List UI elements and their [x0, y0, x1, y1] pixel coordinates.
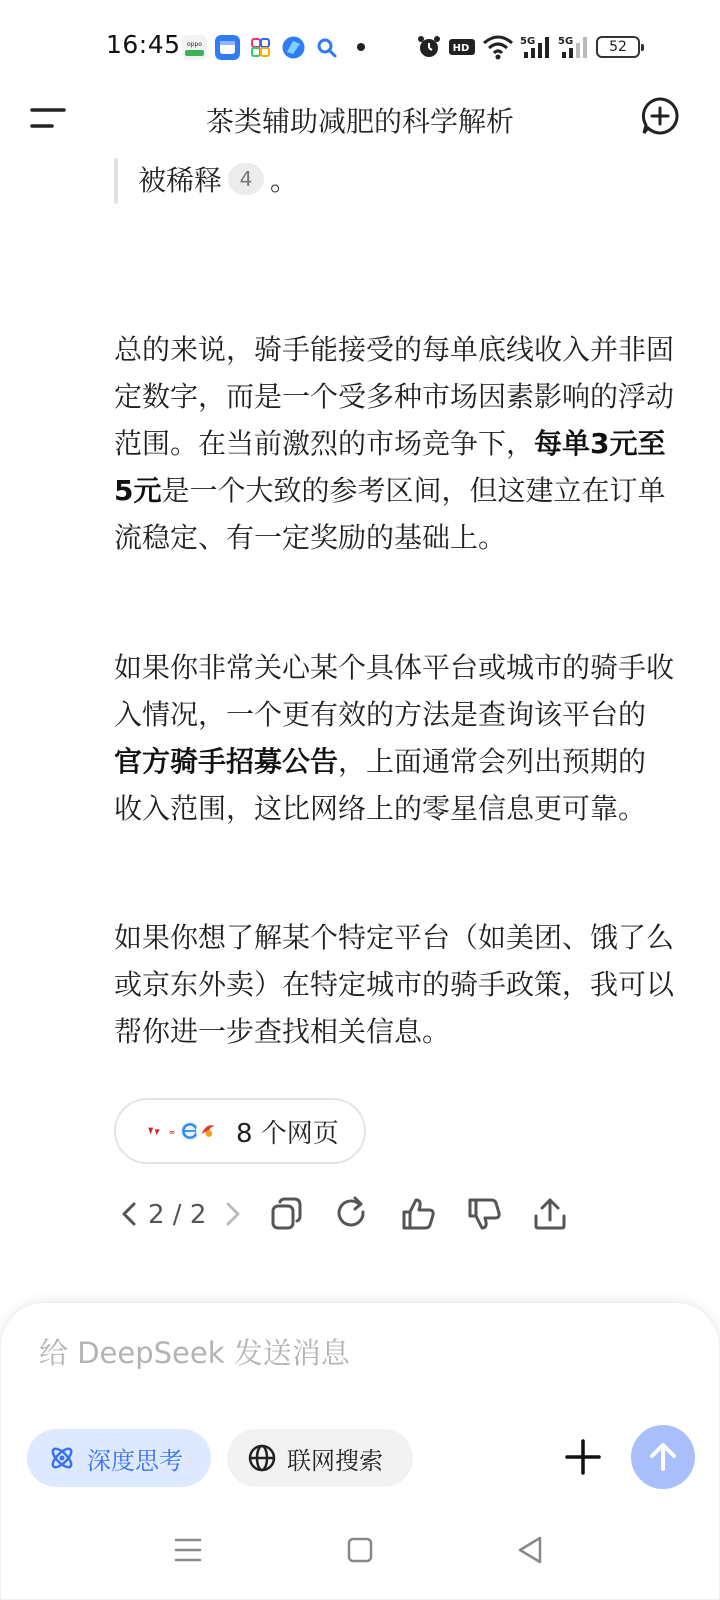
source-favicon-icon [196, 1119, 220, 1143]
thumbs-up-icon[interactable] [396, 1192, 440, 1236]
quote-tail: 。 [270, 164, 299, 197]
paragraph-summary [114, 326, 674, 561]
colorful-app-icon [248, 35, 273, 60]
home-icon[interactable] [340, 1530, 380, 1570]
paragraph-text: 是一个大致的参考区间，但这建立在订单流稳定、有一定奖励的基础上。 [114, 474, 666, 554]
regenerate-icon[interactable] [330, 1192, 374, 1236]
oppo-app-icon [182, 35, 207, 60]
bold-text: 官方骑手招募公告 [114, 745, 339, 778]
web-sources-button[interactable] [114, 1098, 366, 1164]
more-notifications-dot [357, 43, 365, 51]
status-indicators [416, 32, 640, 62]
bold-text: 每单3元至5元 [114, 427, 666, 507]
recents-menu-icon[interactable] [168, 1530, 208, 1570]
message-input[interactable] [39, 1331, 599, 1375]
signal-5g-icon-2 [558, 34, 590, 60]
status-time: 16:45 [106, 30, 181, 59]
thumbs-down-icon[interactable] [462, 1192, 506, 1236]
app-header [0, 92, 720, 144]
svg-text:oppo: oppo [187, 40, 202, 48]
battery-indicator [596, 36, 640, 58]
quote-text: 被稀释 [138, 164, 223, 197]
signal-5g-icon-1 [520, 34, 552, 60]
svg-text:HD: HD [452, 43, 470, 54]
battery-level: 52 [609, 39, 627, 55]
deep-think-label: 深度思考 [87, 1446, 183, 1475]
next-version-icon[interactable] [210, 1192, 254, 1236]
paragraph-advice [114, 644, 674, 832]
system-nav-bar [0, 1520, 720, 1600]
paragraph-text: ，上面通常会列出预期的收入范围，这比网络上的零星信息更可靠。 [114, 745, 647, 825]
notification-icons [182, 34, 365, 60]
blockquote [114, 150, 674, 212]
hd-voice-icon [448, 36, 476, 58]
blue-app-icon [215, 35, 240, 60]
version-pager: 2 / 2 [148, 1200, 207, 1230]
previous-version-icon[interactable] [108, 1192, 152, 1236]
paragraph-text: 如果你非常关心某个具体平台或城市的骑手收入情况，一个更有效的方法是查询该平台的 [114, 651, 675, 731]
web-search-toggle[interactable] [227, 1429, 413, 1487]
web-search-label: 联网搜索 [287, 1446, 383, 1475]
citation-badge[interactable]: 4 [228, 163, 264, 195]
deep-think-toggle[interactable] [27, 1429, 211, 1487]
svg-text:5G: 5G [520, 36, 536, 47]
globe-icon [247, 1443, 277, 1473]
copy-icon[interactable] [264, 1192, 308, 1236]
send-button[interactable] [631, 1425, 695, 1489]
browser-app-icon [281, 35, 306, 60]
new-chat-icon[interactable] [640, 96, 680, 136]
arrow-up-icon [645, 1439, 681, 1475]
svg-text:∞: ∞ [168, 1127, 176, 1137]
status-bar [0, 0, 720, 96]
message-actions [108, 1192, 578, 1240]
alarm-icon [416, 34, 442, 60]
source-favicons [142, 1119, 220, 1143]
attach-plus-icon[interactable] [561, 1435, 605, 1479]
sources-count-label: 8 个网页 [236, 1118, 339, 1149]
svg-text:5G: 5G [558, 36, 574, 47]
share-icon[interactable] [528, 1192, 572, 1236]
search-app-icon [314, 35, 339, 60]
paragraph-followup: 如果你想了解某个特定平台（如美团、饿了么或京东外卖）在特定城市的骑手政策，我可以帮你进一步查找相关信息。 [114, 921, 675, 1048]
back-icon[interactable] [510, 1530, 550, 1570]
wifi-icon [482, 34, 514, 60]
assistant-message [114, 150, 675, 1048]
paragraph-text: 总的来说，骑手能接受的每单底线收入并非固定数字，而是一个受多种市场因素影响的浮动范围。在当前激烈的市场竞争下， [114, 333, 675, 460]
atom-icon [47, 1443, 77, 1473]
page-title: 茶类辅助减肥的科学解析 [205, 105, 514, 138]
